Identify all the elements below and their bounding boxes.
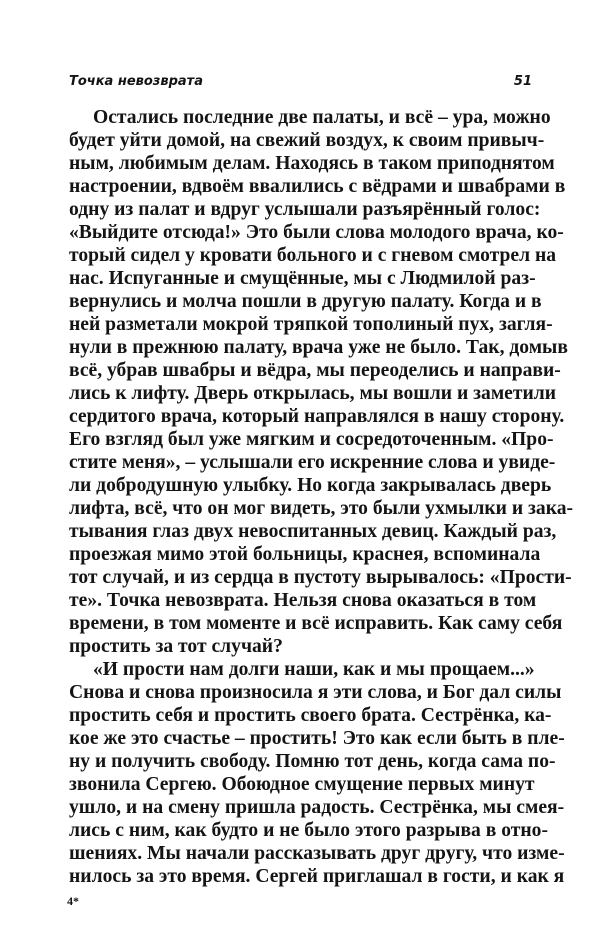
text-line: проезжая мимо этой больницы, краснея, вспоминала: [69, 544, 541, 565]
text-line: ли добродушную улыбку. Но когда закрывалась дверь: [69, 475, 552, 496]
text-line: нули в прежнюю палату, врача уже не было. Так, домыв: [69, 337, 568, 358]
text-line: всё, убрав швабры и вёдра, мы переоделись и направи-: [69, 360, 561, 381]
text-line: настроении, вдвоём ввалились с вёдрами и швабрами в: [69, 176, 566, 197]
text-line: ней разметали мокрой тряпкой тополиный пух, загля-: [69, 314, 553, 335]
text-line: стите меня», – услышали его искренние слова и увиде-: [69, 452, 556, 473]
running-header-title: Точка невозврата: [69, 74, 203, 89]
text-line: шениях. Мы начали рассказывать друг другу, что изме-: [69, 843, 565, 864]
text-line: «И прости нам долги наши, как и мы прощаем...»: [93, 659, 535, 680]
text-line: нас. Испуганные и смущённые, мы с Людмилой раз-: [69, 268, 536, 289]
text-line: те». Точка невозврата. Нельзя снова оказаться в том: [69, 590, 537, 611]
text-line: лись к лифту. Дверь открылась, мы вошли и заметили: [69, 383, 557, 404]
text-line: «Выйдите отсюда!» Это были слова молодого врача, ко-: [69, 222, 564, 243]
text-line: ным, любимым делам. Находясь в таком приподнятом: [69, 153, 555, 174]
text-line: простить себя и простить своего брата. Сестрёнка, ка-: [69, 705, 552, 726]
text-line: звонила Сергею. Обоюдное смущение первых минут: [69, 774, 535, 795]
text-line: Остались последние две палаты, и всё – ура, можно: [93, 107, 551, 128]
page-number: 51: [513, 74, 532, 89]
text-line: простить за тот случай?: [69, 636, 283, 657]
text-line: вернулись и молча пошли в другую палату. Когда и в: [69, 291, 542, 312]
text-line: кое же это счастье – простить! Это как если быть в пле-: [69, 728, 565, 749]
signature-mark: 4*: [67, 894, 79, 908]
text-line: Снова и снова произносила я эти слова, и Бог дал силы: [69, 682, 562, 703]
text-line: Его взгляд был уже мягким и сосредоточенным. «Про-: [69, 429, 554, 450]
text-line: ну и получить свободу. Помню тот день, когда сама по-: [69, 751, 556, 772]
text-line: тот случай, и из сердца в пустоту вырывалось: «Прости-: [69, 567, 572, 588]
text-line: времени, в том моменте и всё исправить. Как саму себя: [69, 613, 563, 634]
text-line: торый сидел у кровати больного и с гневом смотрел на: [69, 245, 557, 266]
body-text: [69, 106, 574, 888]
text-line: сердитого врача, который направлялся в нашу сторону.: [69, 406, 565, 427]
text-line: лись с ним, как будто и не было этого разрыва в отно-: [69, 820, 549, 841]
text-line: тывания глаз двух невоспитанных девиц. Каждый раз,: [69, 521, 557, 542]
text-line: одну из палат и вдруг услышали разъярённый голос:: [69, 199, 541, 220]
text-line: нилось за это время. Сергей приглашал в гости, и как я: [69, 866, 565, 887]
text-line: будет уйти домой, на свежий воздух, к своим привыч-: [69, 130, 545, 151]
text-line: ушло, и на смену пришла радость. Сестрёнка, мы смея-: [69, 797, 565, 818]
text-line: лифта, всё, что он мог видеть, это были ухмылки и зака-: [69, 498, 574, 519]
